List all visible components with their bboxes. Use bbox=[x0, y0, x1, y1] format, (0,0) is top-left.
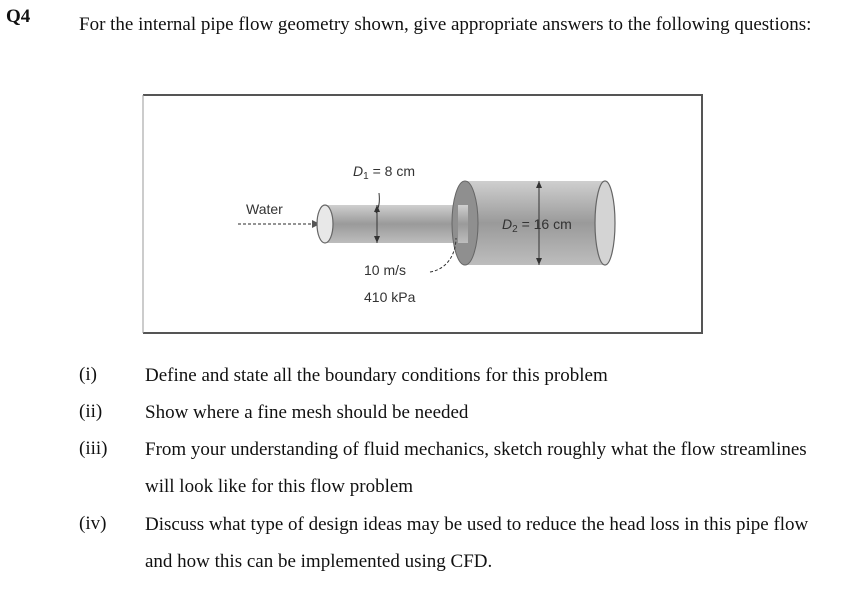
small-pipe-body bbox=[325, 205, 465, 243]
junction-fill bbox=[458, 205, 468, 243]
item-text: Show where a fine mesh should be needed bbox=[145, 402, 469, 423]
question-text: For the internal pipe flow geometry shown, give appropriate answers to the following questions: bbox=[79, 14, 812, 35]
d2-label: $D_2 = 16$ cm bbox=[502, 216, 572, 235]
item-number: (ii) bbox=[79, 401, 103, 422]
pressure-label: 410 kPa bbox=[364, 289, 416, 305]
pipe-expansion-figure bbox=[142, 93, 704, 335]
item-number: (i) bbox=[79, 364, 97, 385]
velocity-label: 10 m/s bbox=[364, 262, 407, 278]
item-number: (iii) bbox=[79, 438, 108, 459]
fluid-label: Water bbox=[246, 201, 283, 217]
item-text: From your understanding of fluid mechanics, sketch roughly what the flow streamlines will look like for this flow problem bbox=[145, 439, 807, 497]
item-number: (iv) bbox=[79, 513, 107, 534]
large-pipe-outlet bbox=[595, 181, 615, 265]
item-text: Define and state all the boundary conditions for this problem bbox=[145, 365, 608, 386]
d1-label: $D_1 = 8$ cm bbox=[353, 163, 415, 182]
question-number: Q4 bbox=[6, 6, 31, 27]
small-pipe-inlet bbox=[317, 205, 333, 243]
inlet-condition-leader bbox=[430, 238, 456, 272]
item-text: Discuss what type of design ideas may be used to reduce the head loss in this pipe flow and how this can be implemented using CFD. bbox=[145, 514, 809, 572]
pipe-diagram bbox=[142, 93, 704, 335]
